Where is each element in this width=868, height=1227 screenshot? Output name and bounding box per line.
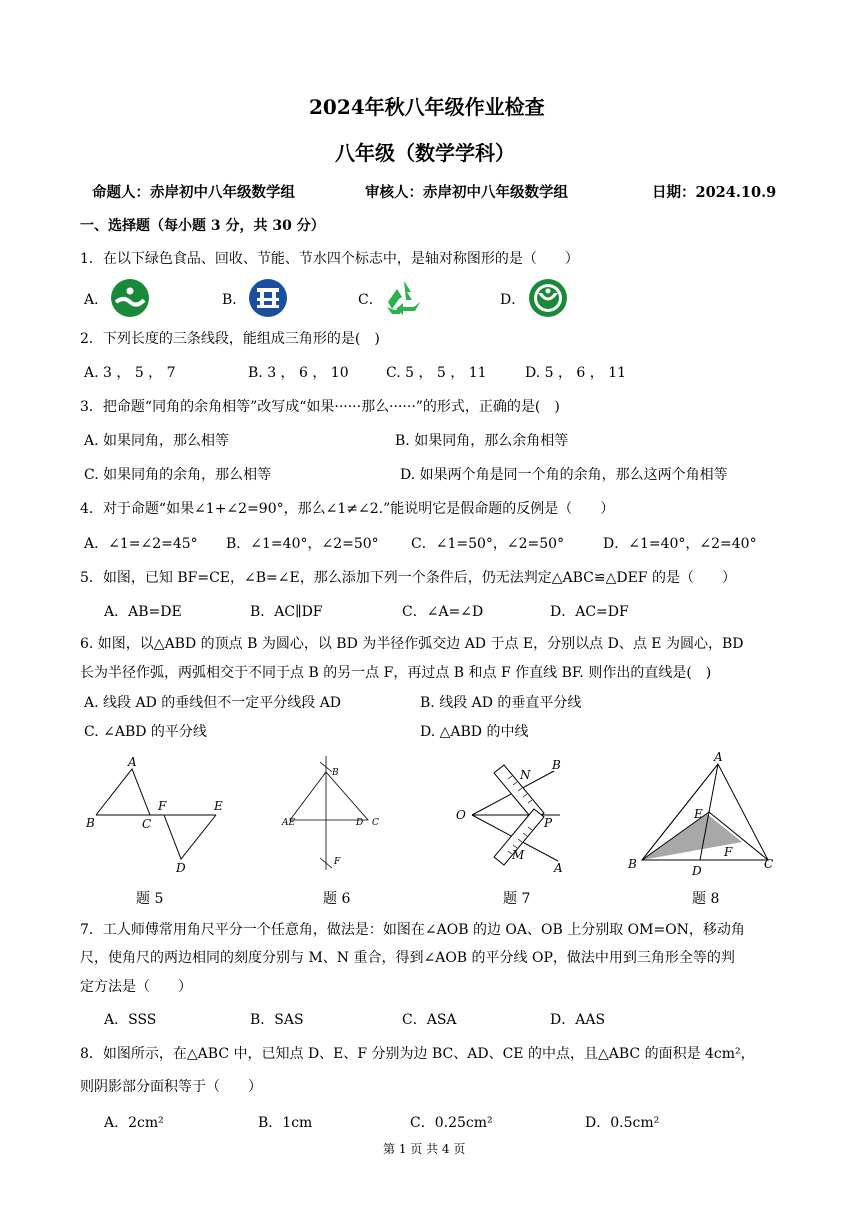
label-m: M [512,848,525,862]
q6-option-c: C. ∠ABD 的平分线 [84,724,207,740]
label-d: D [356,818,364,828]
caption-fig5: 题 5 [136,891,164,907]
q1-option-a: A． [84,292,109,308]
q5-option-b: B．AC∥DF [250,604,323,620]
energy-saving-icon [528,278,568,318]
figure-7 [450,755,580,875]
author-line: 命题人：赤岸初中八年级数学组 [92,184,295,201]
q7-line3: 定方法是（ ） [80,979,192,995]
label-a: A [128,755,137,769]
q3-option-c: C. 如果同角的余角，那么相等 [84,467,272,483]
figure-5 [80,755,230,875]
caption-fig6: 题 6 [323,891,351,907]
q5-option-d: D．AC=DF [550,604,629,620]
q7-option-b: B．SAS [250,1012,304,1028]
label-c: C [764,857,774,871]
q5-option-c: C．∠A=∠D [402,604,484,620]
label-p: P [544,816,553,830]
q1-stem: 1．在以下绿色食品、回收、节能、节水四个标志中，是轴对称图形的是（ ） [80,251,579,267]
date-line: 日期：2024.10.9 [652,184,777,201]
label-d: D [692,864,702,878]
q6-option-b: B. 线段 AD 的垂直平分线 [420,695,582,711]
q8-option-d: D．0.5cm² [585,1115,660,1131]
q4-option-a: A．∠1=∠2=45° [84,536,198,552]
q5-option-a: A．AB=DE [104,604,182,620]
q7-option-c: C．ASA [402,1012,457,1028]
triangle-def [164,815,216,859]
q4-option-d: D．∠1=40°，∠2=40° [603,536,757,552]
triangle-abc [96,769,150,815]
triangle-abd [290,772,368,820]
q2-option-b: B. 3 ， 6 ， 10 [248,365,349,381]
recycle-icon [384,278,424,318]
label-e: E [694,807,703,821]
q8-option-c: C．0.25cm² [410,1115,493,1131]
label-b: B [628,857,637,871]
q8-option-b: B．1cm [258,1115,313,1131]
q7-line2: 尺，使角尺的两边相同的刻度分别与 M、N 重合，得到∠AOB 的平分线 OP，做法中用到三角形全等的判 [80,950,735,966]
q6-line2: 长为半径作弧，两弧相交于不同于点 B 的另一点 F，再过点 B 和点 F 作直线 BF. 则作出的直线是( ) [80,665,712,681]
water-saving-icon [248,278,288,318]
q3-stem: 3．把命题“同角的余角相等”改写成“如果······那么······”的形式，正确的是( ) [80,399,560,415]
label-b: B [86,816,95,830]
label-o: O [456,808,466,822]
q8-line2: 则阴影部分面积等于（ ） [80,1079,262,1095]
q2-option-c: C. 5 ， 5 ， 11 [386,365,487,381]
label-n: N [520,768,531,782]
label-b: B [552,758,561,772]
q6-option-a: A. 线段 AD 的垂线但不一定平分线段 AD [84,695,342,711]
label-c: C [142,817,152,831]
label-a: A [554,861,563,875]
figure-6 [280,752,390,872]
q7-line1: 7．工人师傅常用角尺平分一个任意角，做法是：如图在∠AOB 的边 OA、OB 上分别取 OM=ON，移动角 [80,922,745,938]
reviewer-line: 审核人：赤岸初中八年级数学组 [365,184,568,201]
label-c: C [372,818,379,828]
q3-option-b: B. 如果同角，那么余角相等 [395,433,569,449]
caption-fig8: 题 8 [692,891,720,907]
q8-option-a: A．2cm² [104,1115,164,1131]
q5-stem: 5．如图，已知 BF=CE，∠B=∠E，那么添加下列一个条件后，仍无法判定△ABC≌△DEF 的是（ ） [80,570,736,586]
q6-line1: 6. 如图，以△ABD 的顶点 B 为圆心，以 BD 为半径作弧交边 AD 于点 E，分别以点 D、点 E 为圆心，BD [80,636,744,652]
q4-option-b: B．∠1=40°，∠2=50° [226,536,379,552]
section-heading: 一、选择题（每小题 3 分，共 30 分） [80,218,325,234]
q1-option-d: D． [500,292,526,308]
q4-stem: 4．对于命题“如果∠1+∠2=90°，那么∠1≠∠2.”能说明它是假命题的反例是（ ） [80,501,615,517]
q4-option-c: C．∠1=50°，∠2=50° [411,536,565,552]
figure-8 [620,750,780,878]
label-f: F [158,799,167,813]
q3-option-a: A. 如果同角，那么相等 [84,433,230,449]
exam-title: 2024年秋八年级作业检查 [309,95,545,119]
q2-stem: 2．下列长度的三条线段，能组成三角形的是( ) [80,331,380,347]
label-a: A [714,750,723,764]
q6-option-d: D. △ABD 的中线 [420,724,529,740]
label-d: D [176,861,186,875]
label-b: B [332,768,339,778]
q1-option-b: B． [222,292,247,308]
q2-option-d: D. 5 ， 6 ， 11 [525,365,627,381]
page-footer: 第 1 页 共 4 页 [383,1142,466,1156]
q7-option-a: A．SSS [104,1012,157,1028]
green-food-icon [110,278,150,318]
q8-line1: 8．如图所示，在△ABC 中，已知点 D、E、F 分别为边 BC、AD、CE 的中点，且△ABC 的面积是 4cm²， [80,1046,755,1062]
label-f: F [724,845,733,859]
q1-option-c: C． [358,292,383,308]
q2-option-a: A. 3 ， 5 ， 7 [84,365,176,381]
label-f: F [334,857,341,867]
subject-title: 八年级（数学学科） [335,141,515,165]
caption-fig7: 题 7 [503,891,531,907]
q3-option-d: D. 如果两个角是同一个角的余角，那么这两个角相等 [400,467,728,483]
label-ae: AE [282,818,296,828]
label-e: E [214,799,223,813]
q7-option-d: D．AAS [550,1012,606,1028]
